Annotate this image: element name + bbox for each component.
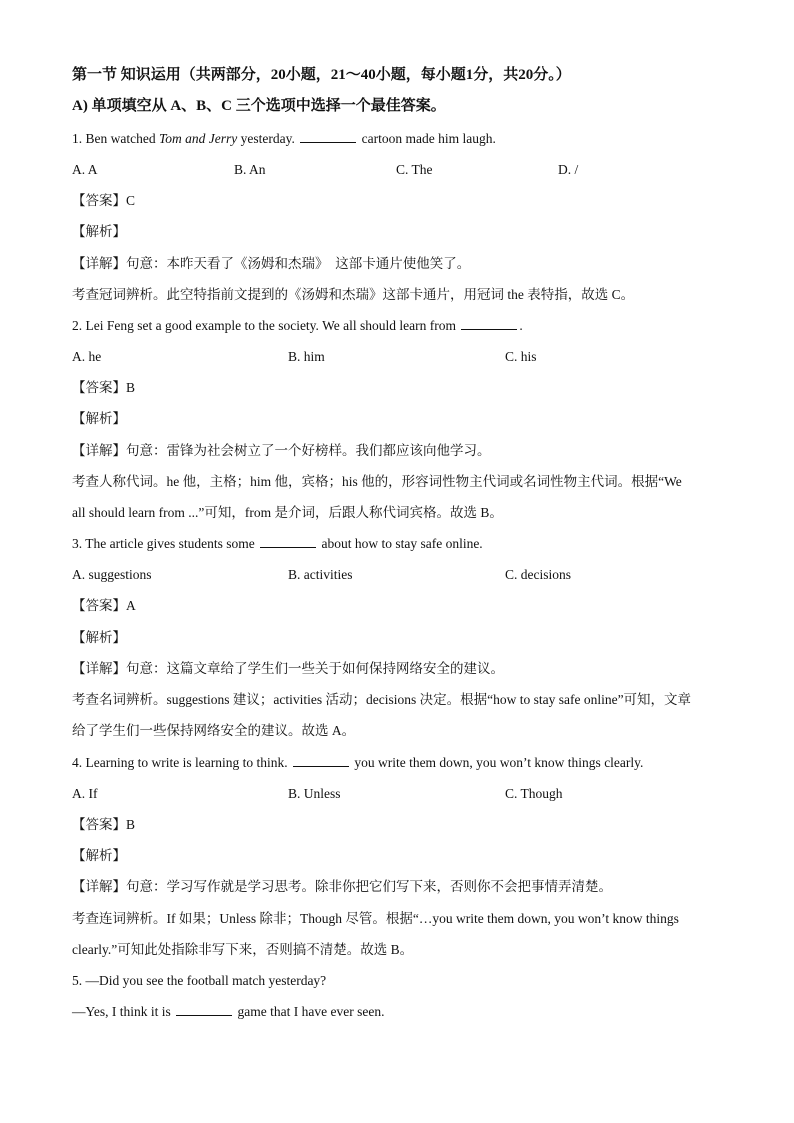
- question-1-option-d: D. /: [558, 162, 579, 177]
- question-2-stem: 2. Lei Feng set a good example to the society. We all should learn from .: [72, 318, 523, 333]
- question-3-explanation-2: 给了学生们一些保持网络安全的建议。故选 A。: [72, 723, 356, 738]
- question-2-explanation-2: all should learn from ...”可知，from 是介词，后跟人称代词宾格。故选 B。: [72, 505, 503, 520]
- question-2-answer: 【答案】B: [72, 380, 136, 395]
- part-a-instruction: A) 单项填空从 A、B、C 三个选项中选择一个最佳答案。: [72, 98, 446, 114]
- section-heading: 第一节 知识运用（共两部分，20小题，21～40小题，每小题1分，共20分。）: [72, 67, 571, 83]
- question-1-option-b: B. An: [234, 162, 266, 177]
- question-3-option-c: C. decisions: [505, 567, 571, 582]
- question-4-option-c: C. Though: [505, 786, 563, 801]
- question-2-option-a: A. he: [72, 349, 102, 364]
- answer-blank: [293, 754, 349, 767]
- question-3-detail: 【详解】句意：这篇文章给了学生们一些关于如何保持网络安全的建议。: [72, 661, 504, 676]
- answer-blank: [176, 1003, 232, 1016]
- question-1-answer: 【答案】C: [72, 193, 136, 208]
- question-2-explanation-1: 考查人称代词。he 他，主格；him 他，宾格；his 他的，形容词性物主代词或名词性物主代词。根据“We: [72, 474, 682, 489]
- question-1-italic-title: Tom and Jerry: [158, 131, 238, 146]
- question-4-explanation-1: 考查连词辨析。If 如果；Unless 除非；Though 尽管。根据“…you write them down, you won’t know things: [72, 911, 679, 926]
- question-5-stem-line-1: 5. —Did you see the football match yesterday?: [72, 973, 327, 988]
- answer-blank: [461, 317, 517, 330]
- question-4-analysis-label: 【解析】: [72, 848, 126, 863]
- question-1-option-c: C. The: [396, 162, 433, 177]
- question-4-option-b: B. Unless: [288, 786, 341, 801]
- question-1-option-a: A. A: [72, 162, 98, 177]
- question-4-stem: 4. Learning to write is learning to think. you write them down, you won’t know things clearly.: [72, 755, 644, 770]
- question-4-option-a: A. If: [72, 786, 98, 801]
- question-2-analysis-label: 【解析】: [72, 411, 126, 426]
- question-3-option-b: B. activities: [288, 567, 353, 582]
- question-1-analysis-label: 【解析】: [72, 224, 126, 239]
- question-4-detail: 【详解】句意：学习写作就是学习思考。除非你把它们写下来，否则你不会把事情弄清楚。: [72, 879, 612, 894]
- question-1-explanation: 考查冠词辨析。此空特指前文提到的《汤姆和杰瑞》这部卡通片，用冠词 the 表特指，故选 C。: [72, 287, 635, 302]
- question-2-option-b: B. him: [288, 349, 325, 364]
- question-3-explanation-1: 考查名词辨析。suggestions 建议；activities 活动；decisions 决定。根据“how to stay safe online”可知，文章: [72, 692, 692, 707]
- question-4-explanation-2: clearly.”可知此处指除非写下来，否则搞不清楚。故选 B。: [72, 942, 414, 957]
- question-3-stem: 3. The article gives students some about how to stay safe online.: [72, 536, 483, 551]
- question-4-answer: 【答案】B: [72, 817, 136, 832]
- question-1-stem: 1. Ben watched Tom and Jerry yesterday. cartoon made him laugh.: [72, 131, 496, 146]
- question-1-detail: 【详解】句意：本昨天看了《汤姆和杰瑞》 这部卡通片使他笑了。: [72, 256, 471, 271]
- question-5-stem-line-2: —Yes, I think it is game that I have ever seen.: [72, 1004, 385, 1019]
- question-2-option-c: C. his: [505, 349, 537, 364]
- answer-blank: [260, 535, 316, 548]
- answer-blank: [300, 130, 356, 143]
- question-3-analysis-label: 【解析】: [72, 630, 126, 645]
- question-3-answer: 【答案】A: [72, 598, 136, 613]
- question-2-detail: 【详解】句意：雷锋为社会树立了一个好榜样。我们都应该向他学习。: [72, 443, 491, 458]
- question-3-option-a: A. suggestions: [72, 567, 152, 582]
